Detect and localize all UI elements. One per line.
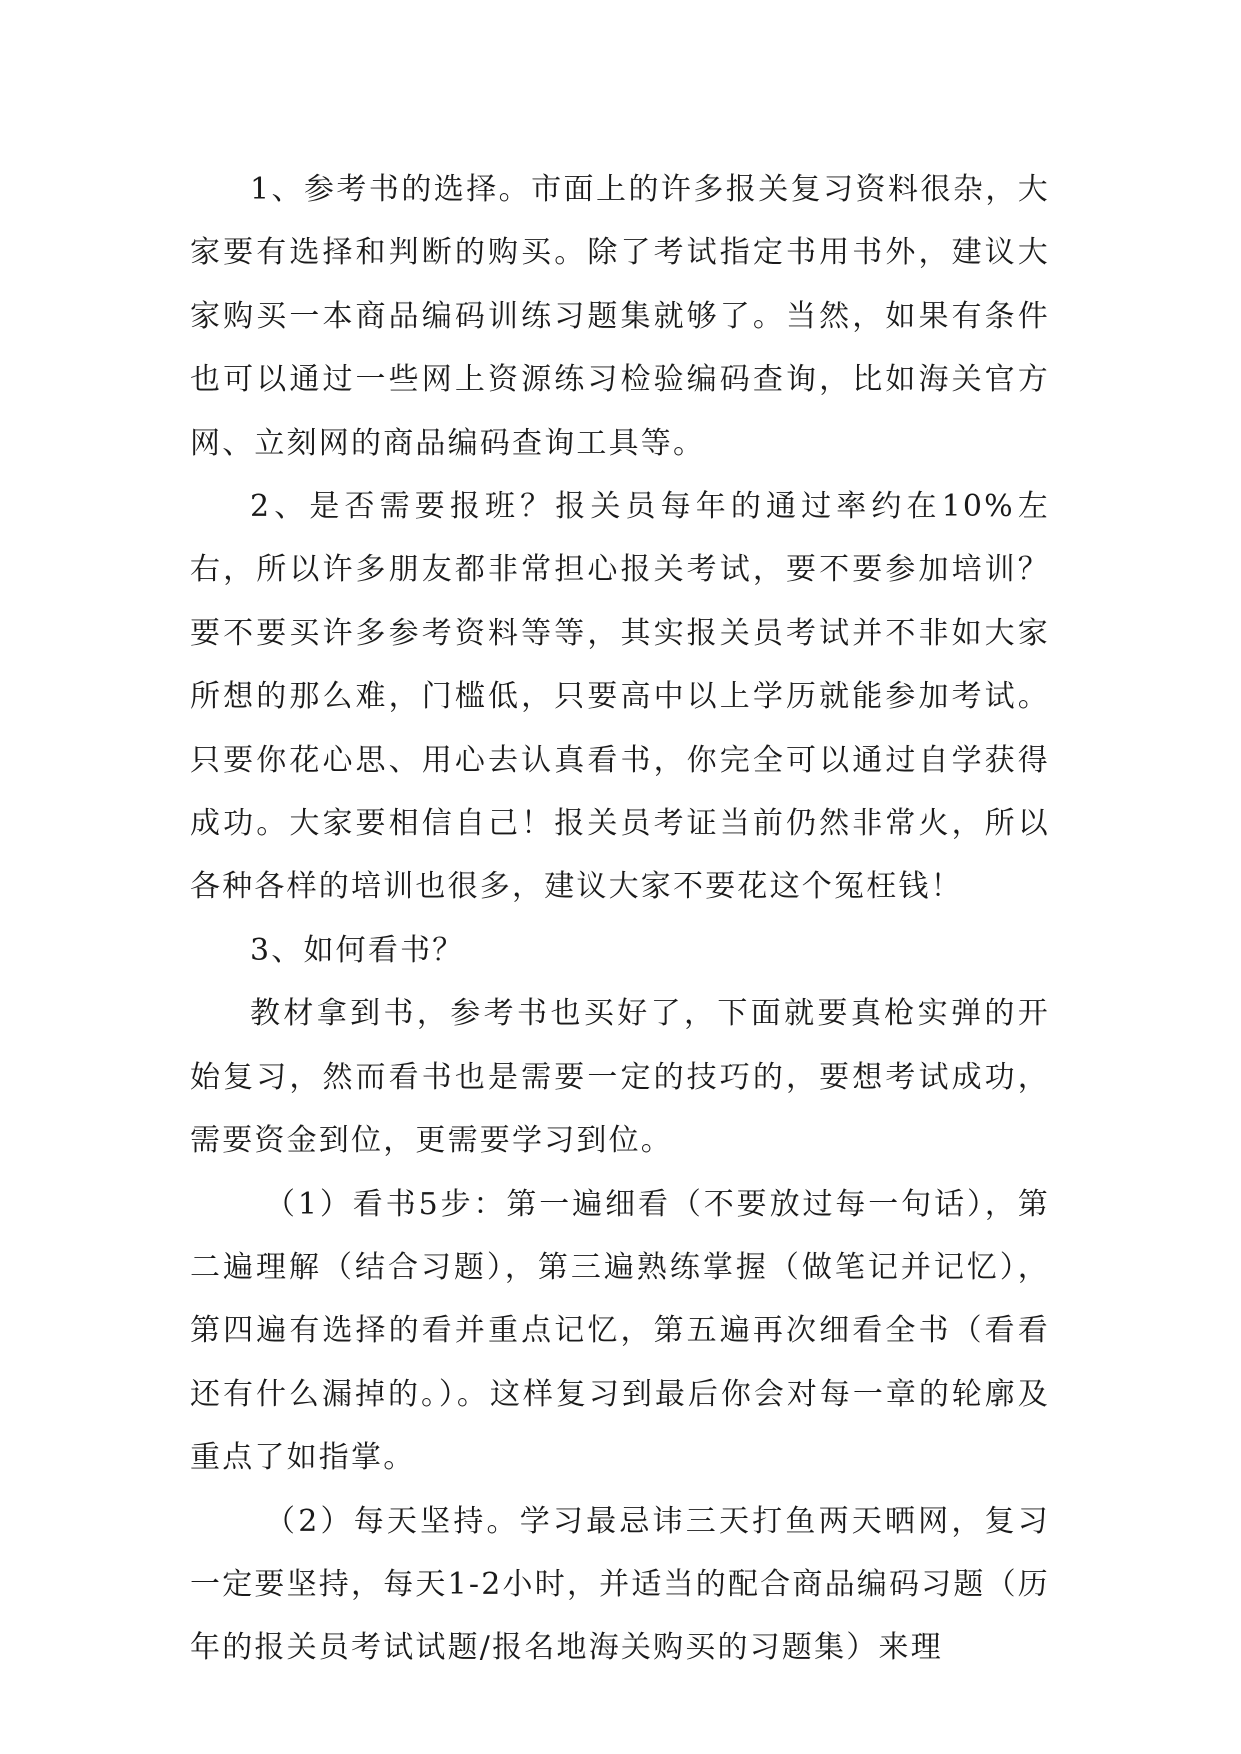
paragraph-textbook-intro: 教材拿到书，参考书也买好了，下面就要真枪实弹的开始复习，然而看书也是需要一定的技巧的，要想考试成功，需要资金到位，更需要学习到位。 xyxy=(190,996,1050,1159)
paragraph-five-steps: （1）看书5步：第一遍细看（不要放过每一句话），第二遍理解（结合习题），第三遍熟练掌握（做笔记并记忆），第四遍有选择的看并重点记忆，第五遍再次细看全书（看看还有什么漏掉的。）。这样复习到最后你会对每一章的轮廓及重点了如指掌。 xyxy=(190,1186,1050,1476)
paragraph-daily-persistence: （2）每天坚持。学习最忌讳三天打鱼两天晒网，复习一定要坚持，每天1-2小时，并适当的配合商品编码习题（历年的报关员考试试题/报名地海关购买的习题集）来理 xyxy=(190,1503,1050,1666)
paragraph-how-to-read-heading: 3、如何看书？ xyxy=(250,932,465,968)
paragraph-reference-books: 1、参考书的选择。市面上的许多报关复习资料很杂，大家要有选择和判断的购买。除了考试指定书用书外，建议大家购买一本商品编码训练习题集就够了。当然，如果有条件也可以通过一些网上资源练习检验编码查询，比如海关官方网、立刻网的商品编码查询工具等。 xyxy=(190,172,1050,461)
paragraph-training-class: 2、是否需要报班？报关员每年的通过率约在10%左右，所以许多朋友都非常担心报关考试，要不要参加培训？要不要买许多参考资料等等，其实报关员考试并不非如大家所想的那么难，门槛低，只要高中以上学历就能参加考试。只要你花心思、用心去认真看书，你完全可以通过自学获得成功。大家要相信自己！报关员考证当前仍然非常火，所以各种各样的培训也很多，建议大家不要花这个冤枉钱！ xyxy=(190,489,1050,905)
document-body xyxy=(190,158,1050,1680)
